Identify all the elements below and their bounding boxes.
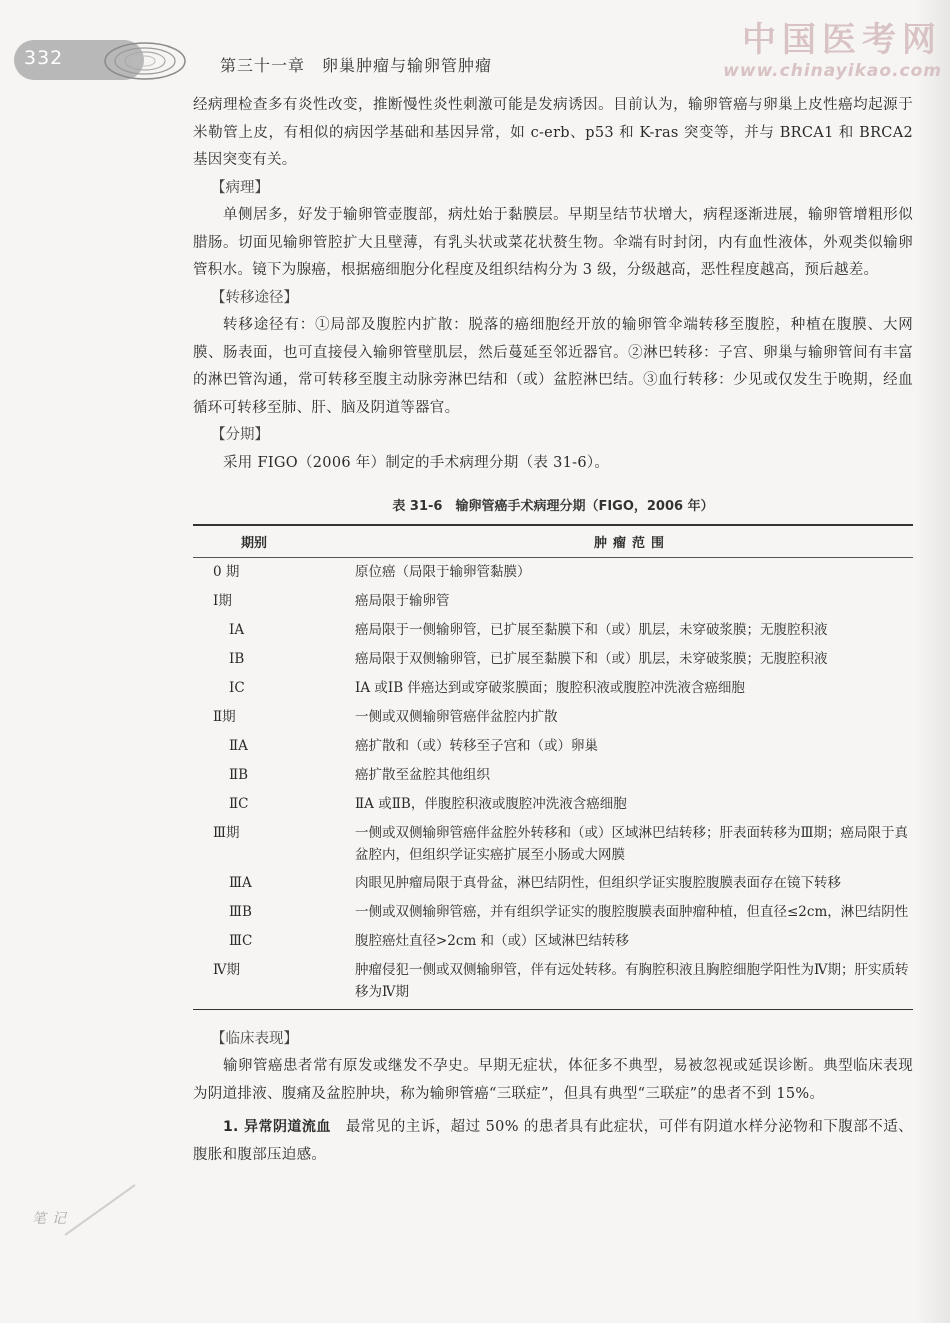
stage-cell: ⅠB: [229, 650, 245, 667]
stage-cell: ⅠA: [229, 621, 245, 638]
page-edge-shade: [916, 0, 950, 1323]
watermark-text: 中国医考网: [742, 20, 942, 60]
staging-paragraph: 采用 FIGO（2006 年）制定的手术病理分期（表 31-6）。: [223, 454, 610, 471]
clinical-paragraph: 输卵管癌患者常有原发或继发不孕史。早期无症状，体征多不典型，易被忽视或延误诊断。典型临床表现为阴道排液、腹痛及盆腔肿块，称为输卵管癌“三联症”，但具有典型“三联症”的患者不到 15%。: [193, 1058, 913, 1102]
extent-cell: 原位癌（局限于输卵管黏膜）: [355, 564, 531, 580]
extent-cell: 癌扩散至盆腔其他组织: [355, 766, 490, 783]
pathology-paragraph: 单侧居多，好发于输卵管壶腹部，病灶始于黏膜层。早期呈结节状增大，病程逐渐进展，输卵管增粗形似腊肠。切面见输卵管腔扩大且壁薄，有乳头状或菜花状赘生物。伞端有时封闭，内有血性液体，外观类似输卵管积水。镜下为腺癌，根据癌细胞分化程度及组织结构分为 3 级，分级越高，恶性程度越高，预后越差。: [193, 207, 913, 278]
clinical-heading: 【临床表现】: [211, 1030, 298, 1047]
stage-cell: ⅢA: [229, 874, 252, 891]
table-caption: 表 31-6 输卵管癌手术病理分期（FIGO，2006 年）: [392, 499, 714, 514]
table-row: [193, 732, 913, 761]
metastasis-heading: 【转移途径】: [211, 289, 298, 306]
staging-heading: 【分期】: [211, 427, 269, 443]
stage-cell: Ⅱ期: [213, 708, 236, 725]
stage-cell: ⅠC: [229, 679, 245, 696]
table-row: [193, 558, 913, 587]
stage-cell: Ⅲ期: [213, 824, 240, 841]
extent-cell: 一侧或双侧输卵管癌伴盆腔内扩散: [355, 708, 558, 725]
table-row: [193, 587, 913, 616]
table-row: [193, 616, 913, 645]
margin-note: 笔记: [32, 1211, 72, 1227]
extent-cell: 一侧或双侧输卵管癌，并有组织学证实的腹腔腹膜表面肿瘤种植，但直径≤2cm，淋巴结阴性: [355, 903, 909, 920]
pathology-heading: 【病理】: [211, 179, 269, 196]
header-extent: 肿瘤范围: [351, 525, 913, 558]
watermark-url: www.chinayikao.com: [723, 61, 942, 81]
extent-cell: 肿瘤侵犯一侧或双侧输卵管，伴有远处转移。有胸腔积液且胸腔细胞学阳性为Ⅳ期；肝实质转移为Ⅳ期: [351, 956, 913, 1010]
table-row: [193, 761, 913, 790]
table-row: [193, 898, 913, 927]
symptom-item-1-text: 最常见的主诉，超过 50% 的患者具有此症状，可伴有阴道水样分泌物和下腹部不适、腹胀和腹部压迫感。: [193, 1119, 913, 1163]
staging-table: [193, 524, 913, 1010]
extent-cell: ⅠA 或ⅠB 伴癌达到或穿破浆膜面；腹腔积液或腹腔冲洗液含癌细胞: [355, 679, 745, 696]
table-row: [193, 674, 913, 703]
stage-cell: 0 期: [213, 564, 240, 580]
stage-cell: ⅡB: [229, 766, 249, 783]
stage-cell: ⅢB: [229, 903, 252, 920]
extent-cell: 癌局限于一侧输卵管，已扩展至黏膜下和（或）肌层，未穿破浆膜；无腹腔积液: [355, 621, 828, 638]
extent-cell: 癌局限于双侧输卵管，已扩展至黏膜下和（或）肌层，未穿破浆膜；无腹腔积液: [355, 650, 828, 667]
stage-cell: Ⅰ期: [213, 592, 232, 609]
table-row: [193, 956, 913, 1010]
table-row: [193, 869, 913, 898]
stage-cell: ⅡA: [229, 737, 248, 754]
stage-cell: Ⅳ期: [193, 956, 351, 1010]
chapter-title: 第三十一章 卵巢肿瘤与输卵管肿瘤: [220, 56, 493, 75]
page-number: 332: [24, 47, 64, 69]
extent-cell: 腹腔癌灶直径>2cm 和（或）区域淋巴结转移: [355, 932, 630, 949]
main-content: [193, 92, 913, 1169]
watermark: [723, 12, 942, 81]
extent-cell: 肉眼见肿瘤局限于真骨盆，淋巴结阴性，但组织学证实腹腔腹膜表面存在镜下转移: [355, 874, 841, 891]
stage-cell: ⅢC: [229, 932, 253, 949]
table-row: [193, 703, 913, 732]
table-header-row: [193, 525, 913, 558]
swirl-decoration-icon: [100, 36, 190, 86]
table-row: [193, 819, 913, 869]
table-row: [193, 790, 913, 819]
metastasis-paragraph: 转移途径有：①局部及腹腔内扩散：脱落的癌细胞经开放的输卵管伞端转移至腹腔，种植在腹膜、大网膜、肠表面，也可直接侵入输卵管壁肌层，然后蔓延至邻近器官。②淋巴转移：子宫、卵巢与输卵管间有丰富的淋巴管沟通，常可转移至腹主动脉旁淋巴结和（或）盆腔淋巴结。③血行转移：少见或仅发生于晚期，经血循环可转移至肺、肝、脑及阴道等器官。: [193, 317, 913, 416]
table-row: [193, 927, 913, 956]
extent-cell: 癌局限于输卵管: [355, 592, 450, 609]
intro-paragraph: 经病理检查多有炎性改变，推断慢性炎性刺激可能是发病诱因。目前认为，输卵管癌与卵巢上皮性癌均起源于米勒管上皮，有相似的病因学基础和基因异常，如 c-erb、p53 和 K-ras 突变等，并与 BRCA1 和 BRCA2 基因突变有关。: [193, 97, 913, 168]
table-row: [193, 645, 913, 674]
extent-cell: ⅡA 或ⅡB，伴腹腔积液或腹腔冲洗液含癌细胞: [355, 795, 627, 812]
symptom-item-1: [193, 1114, 913, 1169]
notes-pen-stroke-icon: [60, 1180, 140, 1240]
symptom-item-1-title: 1. 异常阴道流血: [223, 1119, 331, 1135]
stage-cell: ⅡC: [229, 795, 249, 812]
extent-cell: 癌扩散和（或）转移至子宫和（或）卵巢: [355, 737, 598, 754]
header-stage: 期别: [193, 525, 351, 558]
extent-cell: 一侧或双侧输卵管癌伴盆腔外转移和（或）区域淋巴结转移；肝表面转移为Ⅲ期；癌局限于真盆腔内，但组织学证实癌扩展至小肠或大网膜: [355, 824, 909, 863]
